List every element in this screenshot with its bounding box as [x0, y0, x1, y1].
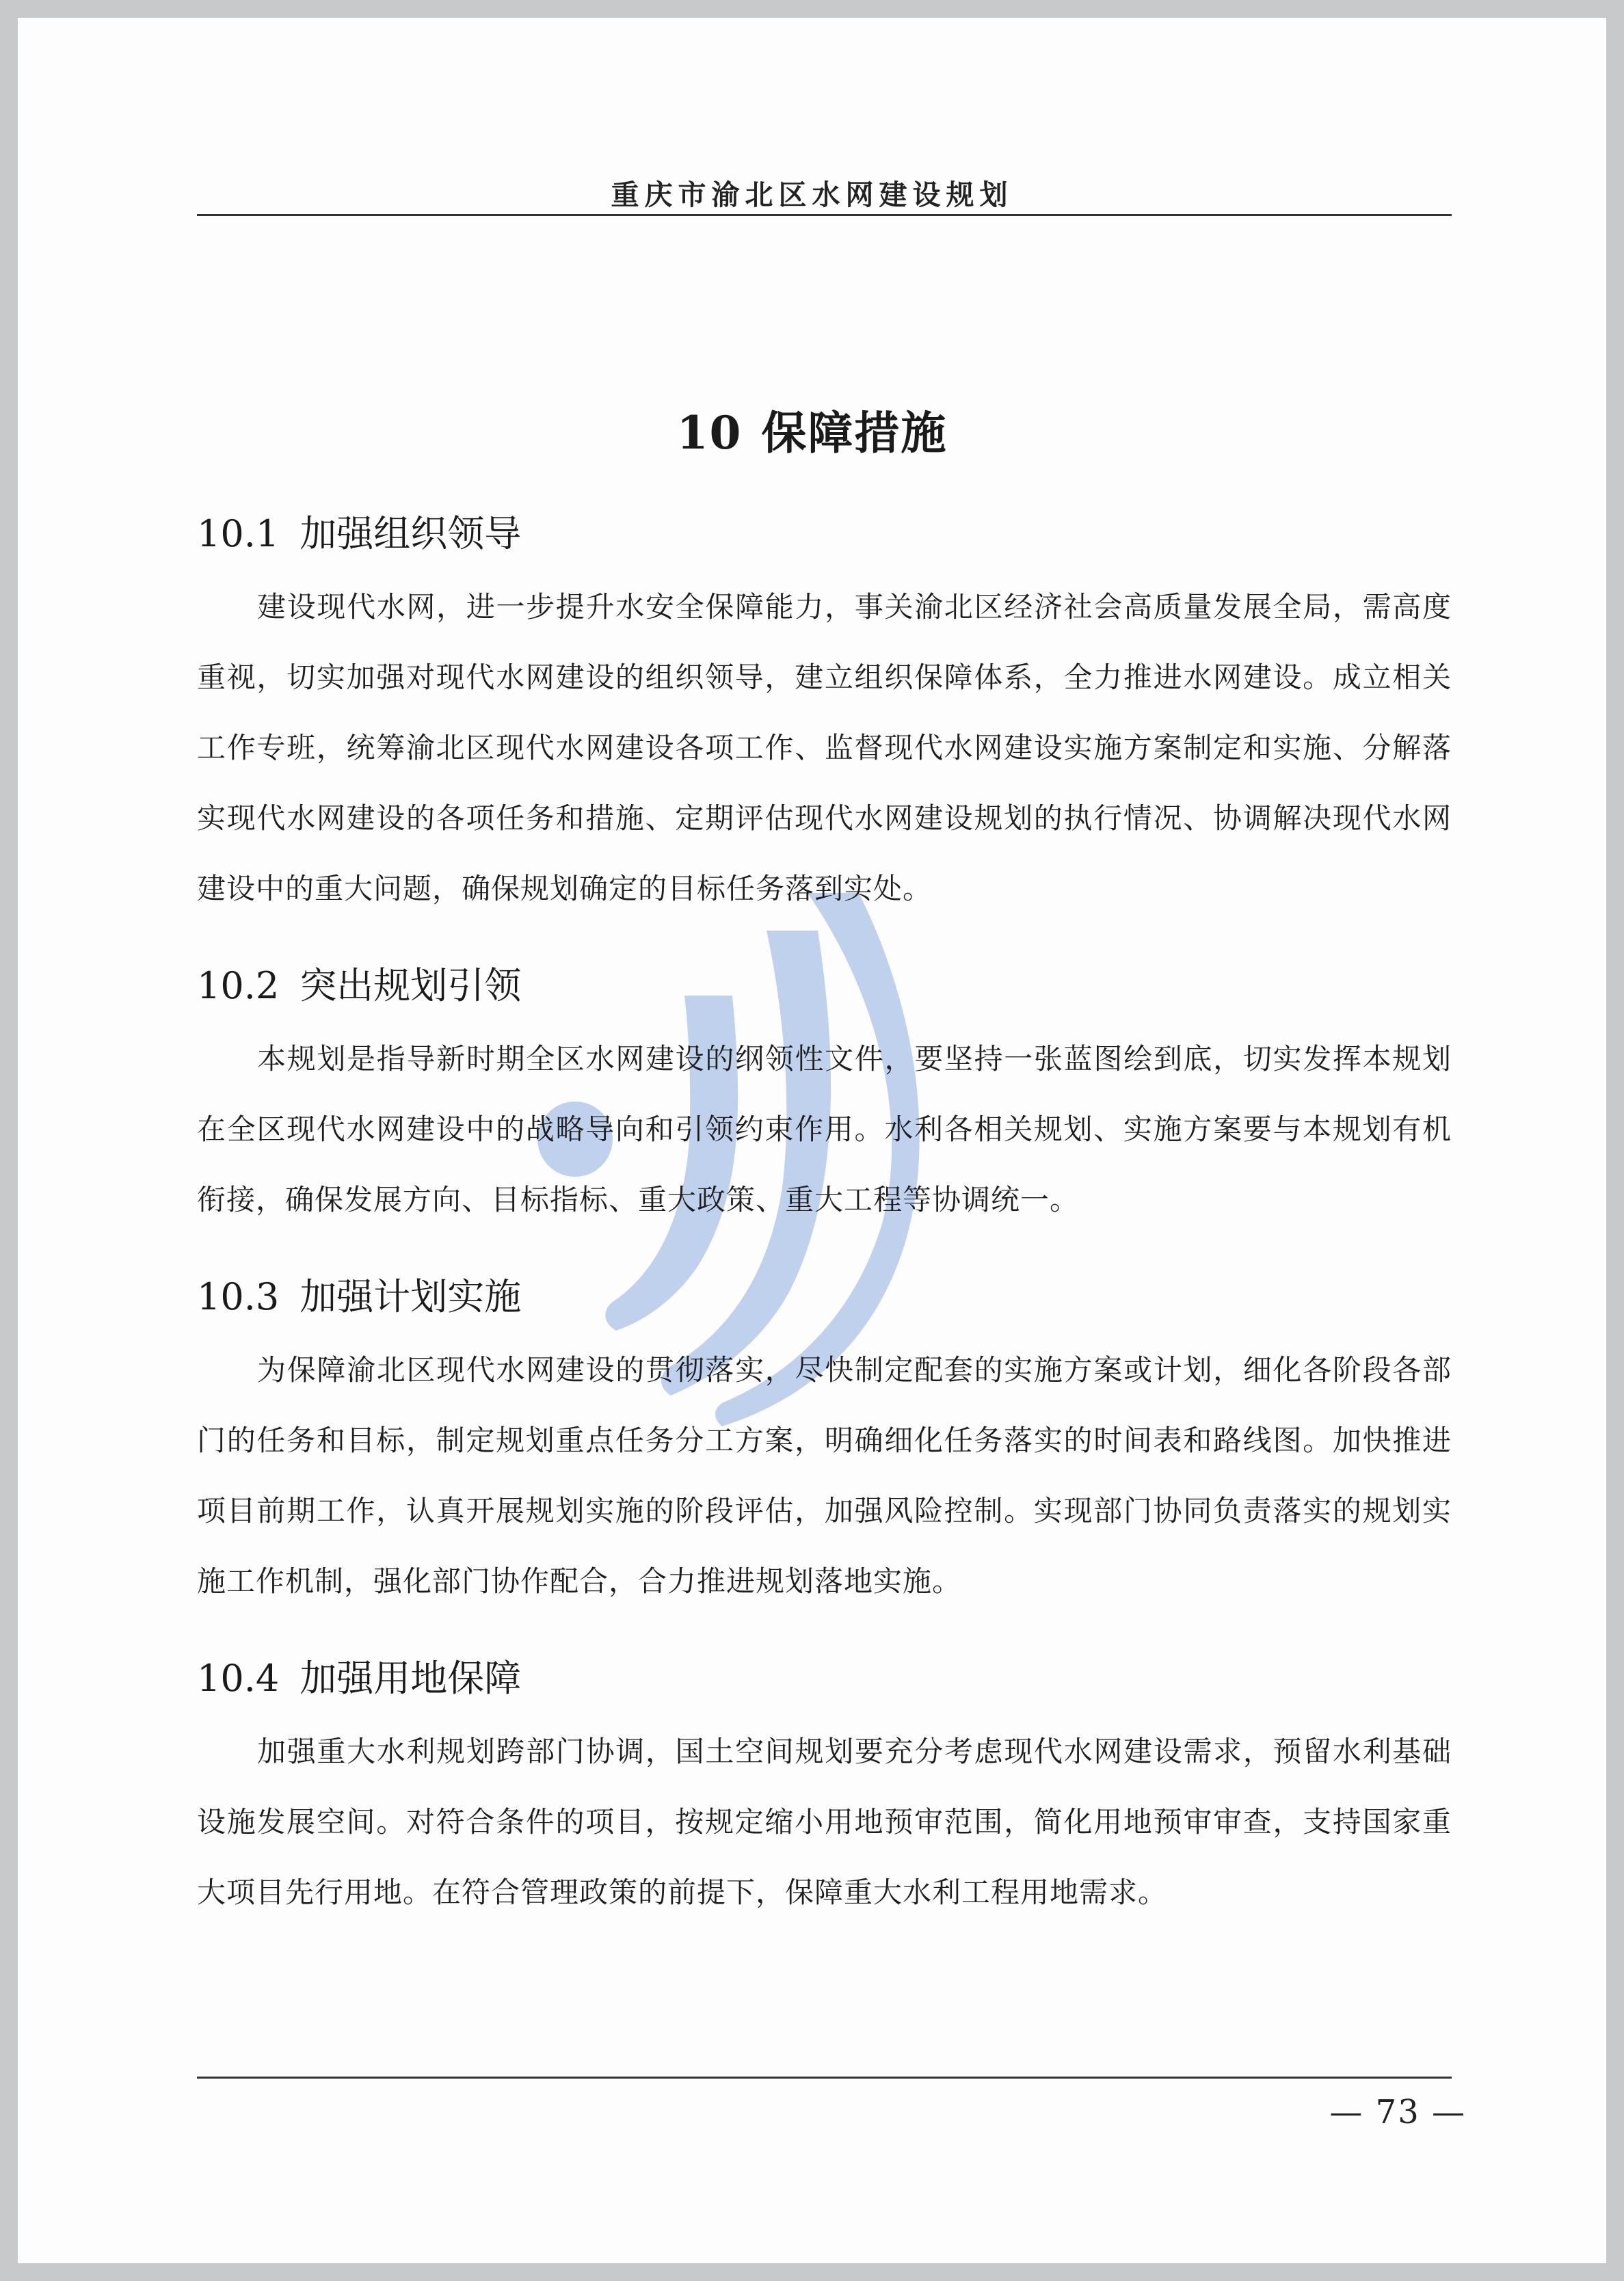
section-heading [197, 1641, 1452, 1716]
section-10-3 [197, 1259, 1452, 1616]
page-number: — 73 — [1329, 2093, 1466, 2131]
section-10-1 [197, 496, 1452, 924]
section-title: 突出规划引领 [299, 964, 522, 1007]
section-heading [197, 1259, 1452, 1335]
section-paragraph: 本规划是指导新时期全区水网建设的纲领性文件，要坚持一张蓝图绘到底，切实发挥本规划在全区现代水网建设中的战略导向和引领约束作用。水利各相关规划、实施方案要与本规划有机衔接，确保发展方向、目标指标、重大政策、重大工程等协调统一。 [197, 1042, 1452, 1216]
section-number: 10.1 [197, 512, 280, 555]
content-body [197, 496, 1452, 1952]
section-10-2 [197, 948, 1452, 1235]
header-rule [197, 214, 1452, 216]
section-title: 加强组织领导 [299, 512, 522, 555]
document-page [18, 18, 1606, 2263]
section-paragraph: 为保障渝北区现代水网建设的贯彻落实，尽快制定配套的实施方案或计划，细化各阶段各部门的任务和目标，制定规划重点任务分工方案，明确细化任务落实的时间表和路线图。加快推进项目前期工作，认真开展规划实施的阶段评估，加强风险控制。实现部门协同负责落实的规划实施工作机制，强化部门协作配合，合力推进规划落地实施。 [197, 1353, 1452, 1598]
section-number: 10.2 [197, 964, 280, 1007]
chapter-number: 10 [676, 406, 743, 460]
section-10-4 [197, 1641, 1452, 1927]
footer-rule [197, 2077, 1452, 2079]
chapter-title-text: 保障措施 [761, 407, 948, 460]
section-paragraph: 加强重大水利规划跨部门协调，国土空间规划要充分考虑现代水网建设需求，预留水利基础设施发展空间。对符合条件的项目，按规定缩小用地预审范围，简化用地预审审查，支持国家重大项目先行用地。在符合管理政策的前提下，保障重大水利工程用地需求。 [197, 1735, 1452, 1909]
running-header: 重庆市渝北区水网建设规划 [611, 178, 1013, 211]
section-paragraph: 建设现代水网，进一步提升水安全保障能力，事关渝北区经济社会高质量发展全局，需高度重视，切实加强对现代水网建设的组织领导，建立组织保障体系，全力推进水网建设。成立相关工作专班，统筹渝北区现代水网建设各项工作、监督现代水网建设实施方案制定和实施、分解落实现代水网建设的各项任务和措施、定期评估现代水网建设规划的执行情况、协调解决现代水网建设中的重大问题，确保规划确定的目标任务落到实处。 [197, 590, 1452, 905]
section-heading [197, 496, 1452, 572]
section-title: 加强计划实施 [299, 1275, 522, 1318]
section-title: 加强用地保障 [299, 1657, 522, 1700]
section-number: 10.4 [197, 1657, 280, 1700]
section-number: 10.3 [197, 1275, 280, 1318]
chapter-title [18, 397, 1606, 462]
section-heading [197, 948, 1452, 1024]
